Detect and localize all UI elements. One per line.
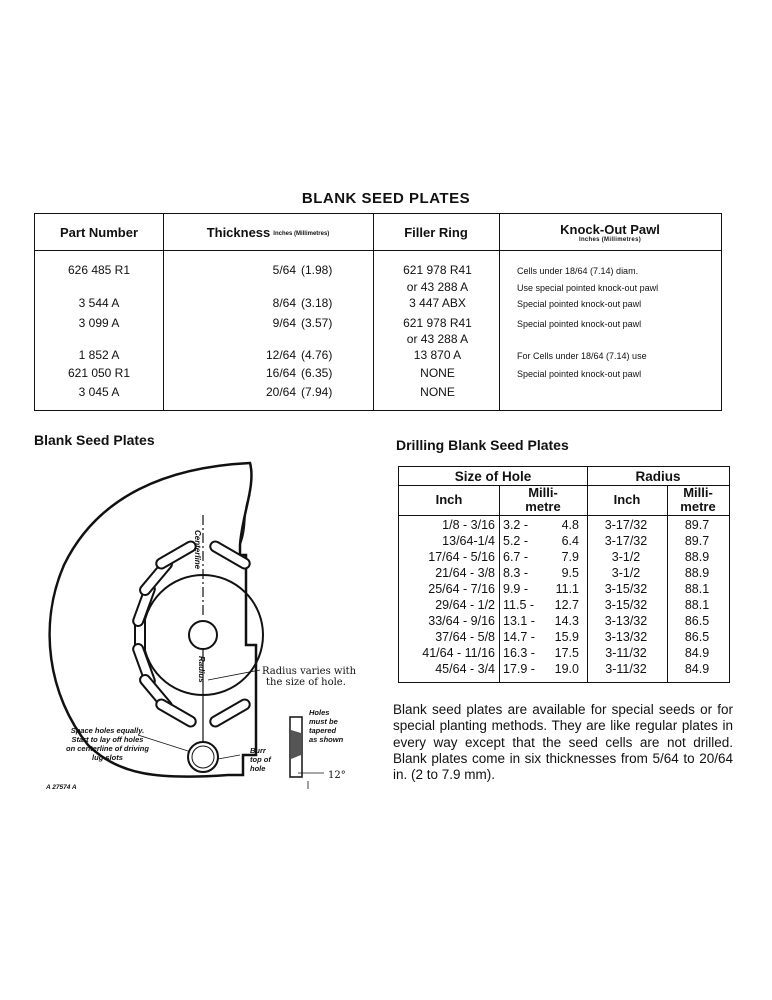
part-number: 626 485 R1	[67, 263, 131, 277]
hole-inch: 13/64-1/4	[442, 534, 495, 548]
group-size-of-hole: Size of Hole	[454, 468, 532, 484]
table-row	[35, 348, 721, 366]
radius-inch: 3-11/32	[605, 662, 647, 676]
radius-mm: 86.5	[684, 630, 710, 644]
part-number: 1 852 A	[78, 348, 120, 362]
header-filler-ring-label: Filler Ring	[404, 224, 468, 240]
filler-ring: NONE	[420, 366, 455, 380]
thickness-mm: (3.18)	[301, 296, 333, 310]
hole-mm-high: 4.8	[561, 518, 579, 532]
hole-inch: 1/8 - 3/16	[442, 518, 495, 532]
figure-id: A 27574 A	[46, 784, 77, 791]
hole-inch: 37/64 - 5/8	[435, 630, 495, 644]
table-row	[35, 263, 721, 281]
radius-mm: 88.1	[684, 598, 710, 612]
radius-inch: 3-1/2	[611, 566, 641, 580]
header-divider	[399, 515, 729, 516]
radius-inch: 3-13/32	[604, 630, 648, 644]
hole-mm-high: 19.0	[554, 662, 579, 676]
part-number: 3 544 A	[78, 296, 120, 310]
knockout-pawl: Special pointed knock-out pawl	[517, 369, 642, 379]
knockout-pawl: Special pointed knock-out pawl	[517, 319, 642, 329]
hole-mm-high: 15.9	[554, 630, 579, 644]
radius-mm: 84.9	[684, 646, 710, 660]
knockout-pawl: Use special pointed knock-out pawl	[517, 283, 659, 293]
thickness-mm: (6.35)	[301, 366, 333, 380]
radius-mm: 89.7	[684, 534, 710, 548]
hole-mm-high: 7.9	[561, 550, 579, 564]
thickness-inch: 5/64	[272, 263, 296, 277]
thickness-inch: 12/64	[265, 348, 296, 362]
hole-mm-high: 9.5	[561, 566, 579, 580]
filler-ring: NONE	[420, 385, 455, 399]
thickness-inch: 9/64	[272, 316, 296, 330]
centerline-label: Centerline	[193, 530, 202, 570]
hole-mm-low: 11.5 -	[503, 598, 535, 612]
header-part-number	[35, 214, 163, 250]
taper-note-line2: must be	[309, 717, 338, 726]
filler-ring: or 43 288 A	[406, 332, 469, 346]
radius-mm: 89.7	[684, 518, 710, 532]
taper-note-line3: tapered	[309, 726, 337, 735]
spacing-note-line3: on centerline of driving	[66, 744, 149, 753]
blank-seed-plates-table	[34, 213, 722, 411]
radius-inch: 3-17/32	[604, 534, 648, 548]
hole-inch: 29/64 - 1/2	[435, 598, 495, 612]
thickness-inch: 20/64	[265, 385, 296, 399]
spacing-note-line2: Start to lay off holes	[71, 735, 144, 744]
radius-mm: 86.5	[684, 614, 710, 628]
hole-mm-high: 12.7	[554, 598, 579, 612]
burr-note	[250, 746, 271, 773]
group-radius: Radius	[635, 468, 681, 484]
hole-inch: 17/64 - 5/16	[428, 550, 495, 564]
table-row	[35, 296, 721, 314]
hole-inch: 25/64 - 7/16	[428, 582, 495, 596]
thickness-mm: (3.57)	[301, 316, 333, 330]
knockout-pawl: For Cells under 18/64 (7.14) use	[517, 351, 647, 361]
hole-mm-low: 5.2 -	[503, 534, 529, 548]
burr-note-line2: top of	[250, 755, 271, 764]
thickness-mm: (7.94)	[301, 385, 333, 399]
hub-hole	[189, 621, 217, 649]
filler-ring: 621 978 R41	[403, 316, 472, 330]
hole-inch: 41/64 - 11/16	[422, 646, 495, 660]
burr-note-line1: Burr	[250, 746, 266, 755]
knockout-pawl: Cells under 18/64 (7.14) diam.	[517, 266, 639, 276]
table-row	[399, 518, 729, 534]
header-knockout-pawl	[499, 214, 721, 250]
page-title: BLANK SEED PLATES	[301, 190, 471, 207]
hole-inch: 21/64 - 3/8	[435, 566, 495, 580]
hole-mm-high: 11.1	[555, 582, 579, 596]
sub-radius-millimetre	[667, 485, 729, 515]
radius-mm: 88.1	[684, 582, 710, 596]
table-row	[35, 366, 721, 384]
taper-angle: 12°	[328, 770, 346, 781]
sub-milli-line1: Milli-	[683, 485, 713, 500]
drilling-heading: Drilling Blank Seed Plates	[396, 437, 569, 453]
sub-milli-line2: metre	[525, 499, 561, 514]
part-number: 3 099 A	[78, 316, 120, 330]
sub-radius-inch: Inch	[613, 492, 641, 507]
hole-mm-low: 13.1 -	[503, 614, 535, 628]
sub-inch: Inch	[435, 492, 463, 507]
table-row	[399, 550, 729, 566]
radius-note-line2: the size of hole.	[266, 677, 346, 688]
part-number: 621 050 R1	[67, 366, 131, 380]
header-part-number-label: Part Number	[59, 224, 139, 240]
burr-note-line3: hole	[250, 764, 266, 773]
radius-inch: 3-11/32	[605, 646, 647, 660]
spacing-note-line4: lug slots	[92, 753, 123, 762]
radius-inch: 3-17/32	[604, 518, 648, 532]
spacing-note-line1: Space holes equally.	[70, 726, 145, 735]
header-thickness	[163, 214, 373, 250]
hole-mm-high: 14.3	[554, 614, 579, 628]
table-row	[399, 566, 729, 582]
radius-note	[262, 666, 356, 688]
radius-inch: 3-1/2	[611, 550, 641, 564]
thickness-inch: 16/64	[265, 366, 296, 380]
filler-ring: 13 870 A	[413, 348, 462, 362]
thickness-mm: (1.98)	[301, 263, 333, 277]
filler-ring: 3 447 ABX	[409, 296, 466, 310]
thickness-mm: (4.76)	[301, 348, 333, 362]
header-thickness-units: Inches (Millimetres)	[273, 230, 330, 237]
spacing-note	[66, 726, 149, 762]
radius-mm: 88.9	[684, 550, 710, 564]
part-number: 3 045 A	[78, 385, 120, 399]
drilling-table	[398, 466, 730, 683]
hole-mm-low: 8.3 -	[503, 566, 529, 580]
hole-mm-low: 6.7 -	[503, 550, 529, 564]
knockout-pawl: Special pointed knock-out pawl	[517, 299, 642, 309]
sub-milli-line1: Milli-	[528, 485, 558, 500]
hole-mm-low: 17.9 -	[503, 662, 535, 676]
hole-mm-high: 6.4	[561, 534, 579, 548]
hole-mm-low: 3.2 -	[503, 518, 529, 532]
hole-mm-low: 14.7 -	[503, 630, 535, 644]
table-row	[399, 630, 729, 646]
blank-seed-plates-heading: Blank Seed Plates	[34, 432, 155, 448]
radius-note-line1: Radius varies with	[262, 666, 357, 677]
table-row	[399, 598, 729, 614]
header-knockout-units: Inches (Millimetres)	[578, 236, 641, 243]
header-knockout-label: Knock-Out Pawl	[560, 221, 660, 237]
hole-mm-high: 17.5	[554, 646, 579, 660]
hole-mm-low: 9.9 -	[503, 582, 529, 596]
sub-millimetre	[499, 485, 587, 515]
thickness-inch: 8/64	[272, 296, 296, 310]
filler-ring: 621 978 R41	[403, 263, 472, 277]
hole-inch: 33/64 - 9/16	[428, 614, 495, 628]
header-filler-ring	[373, 214, 499, 250]
taper-note-line4: as shown	[309, 735, 344, 744]
radius-inch: 3-15/32	[604, 582, 648, 596]
radius-inch: 3-15/32	[604, 598, 648, 612]
hole-mm-low: 16.3 -	[503, 646, 535, 660]
radius-label: Radius	[197, 656, 206, 683]
table-row	[399, 614, 729, 630]
table-row	[399, 534, 729, 550]
taper-note	[309, 708, 343, 744]
description-paragraph: Blank seed plates are available for special seeds or for special planting methods. They are like regular plates in every way except that the seed cells are not drilled. Blank plates come in six thicknesses from 5/64 to 20/64 in. (2 to 7.9 mm).	[393, 702, 733, 783]
taper-note-line1: Holes	[309, 708, 330, 717]
table-row	[399, 582, 729, 598]
table-row	[399, 646, 729, 662]
table-row	[399, 662, 729, 678]
header-thickness-label: Thickness	[206, 224, 271, 240]
filler-ring: or 43 288 A	[406, 280, 469, 294]
radius-mm: 88.9	[684, 566, 710, 580]
radius-mm: 84.9	[684, 662, 710, 676]
sub-milli-line2: metre	[680, 499, 716, 514]
table-row	[35, 385, 721, 403]
hole-inch: 45/64 - 3/4	[435, 662, 495, 676]
radius-inch: 3-13/32	[604, 614, 648, 628]
